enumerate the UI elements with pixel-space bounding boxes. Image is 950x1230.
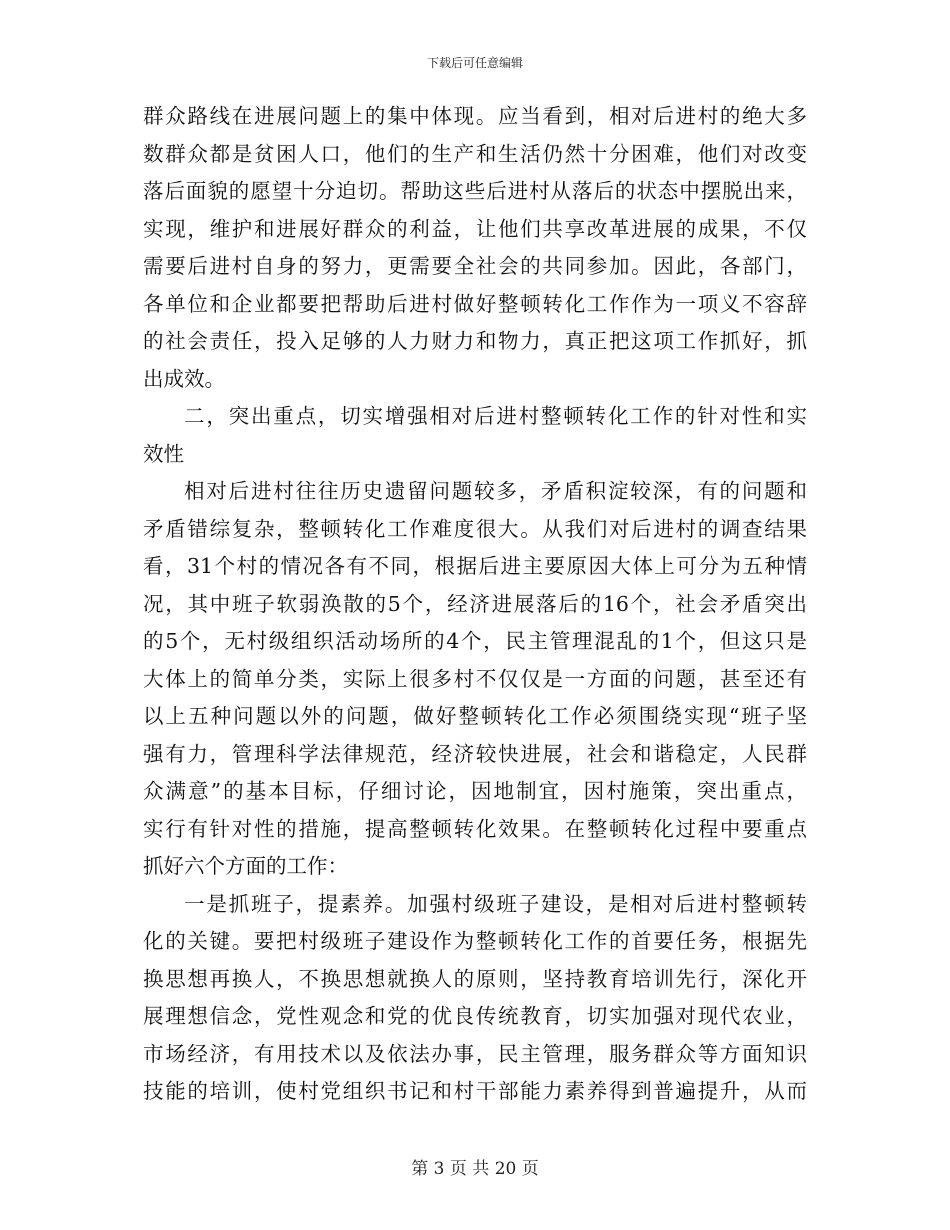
text-line: 抓好六个方面的工作： bbox=[143, 854, 348, 878]
text-line: 各单位和企业都要把帮助后进村做好整顿转化工作作为一项义不容辞 bbox=[143, 291, 807, 316]
text-line: 的社会责任，投入足够的人力财力和物力，真正把这项工作抓好，抓 bbox=[143, 329, 807, 353]
text-line: 换思想再换人，不换思想就换人的原则，坚持教育培训先行，深化开 bbox=[143, 966, 807, 991]
text-line: 实行有针对性的措施，提高整顿转化效果。在整顿转化过程中要重点 bbox=[143, 816, 807, 841]
text-line: 大体上的简单分类，实际上很多村不仅仅是一方面的问题，甚至还有 bbox=[143, 666, 807, 691]
text-line: 落后面貌的愿望十分迫切。帮助这些后进村从落后的状态中摆脱出来， bbox=[143, 179, 807, 203]
text-line: 需要后进村自身的努力，更需要全社会的共同参加。因此，各部门， bbox=[143, 254, 807, 278]
text-line: 出成效。 bbox=[143, 366, 225, 391]
page-number: 第 3 页 共 20 页 bbox=[411, 1159, 539, 1179]
text-line: 众满意”的基本目标，仔细讨论，因地制宜，因村施策，突出重点， bbox=[143, 779, 807, 803]
text-line: 化的关键。要把村级班子建设作为整顿转化工作的首要任务，根据先 bbox=[143, 929, 807, 953]
text-line: 群众路线在进展问题上的集中体现。应当看到，相对后进村的绝大多 bbox=[143, 104, 807, 128]
page-header: 下载后可任意编辑 bbox=[426, 56, 523, 70]
text-line: 以上五种问题以外的问题，做好整顿转化工作必须围绕实现“班子坚 bbox=[143, 704, 807, 728]
text-line: 看，31个村的情况各有不同，根据后进主要原因大体上可分为五种情 bbox=[143, 554, 807, 578]
document-body bbox=[143, 98, 807, 1111]
text-line: 展理想信念，党性观念和党的优良传统教育，切实加强对现代农业， bbox=[143, 1004, 807, 1028]
text-line: 强有力，管理科学法律规范，经济较快进展，社会和谐稳定，人民群 bbox=[143, 741, 807, 766]
text-line: 市场经济，有用技术以及依法办事，民主管理，服务群众等方面知识 bbox=[143, 1041, 807, 1066]
text-line: 效性 bbox=[143, 441, 184, 466]
text-line: 况，其中班子软弱涣散的5个，经济进展落后的16个，社会矛盾突出 bbox=[143, 591, 807, 616]
text-line: 数群众都是贫困人口，他们的生产和生活仍然十分困难，他们对改变 bbox=[143, 141, 807, 166]
text-line: 技能的培训，使村党组织书记和村干部能力素养得到普遍提升，从而 bbox=[143, 1079, 807, 1103]
text-line: 一是抓班子，提素养。加强村级班子建设，是相对后进村整顿转 bbox=[184, 891, 807, 916]
text-line: 矛盾错综复杂，整顿转化工作难度很大。从我们对后进村的调查结果 bbox=[143, 516, 807, 541]
text-line: 的5个，无村级组织活动场所的4个，民主管理混乱的1个，但这只是 bbox=[143, 629, 807, 653]
text-line: 实现，维护和进展好群众的利益，让他们共享改革进展的成果，不仅 bbox=[143, 216, 807, 241]
text-line: 二，突出重点，切实增强相对后进村整顿转化工作的针对性和实 bbox=[184, 404, 807, 428]
text-line: 相对后进村往往历史遗留问题较多，矛盾积淀较深，有的问题和 bbox=[184, 479, 807, 503]
